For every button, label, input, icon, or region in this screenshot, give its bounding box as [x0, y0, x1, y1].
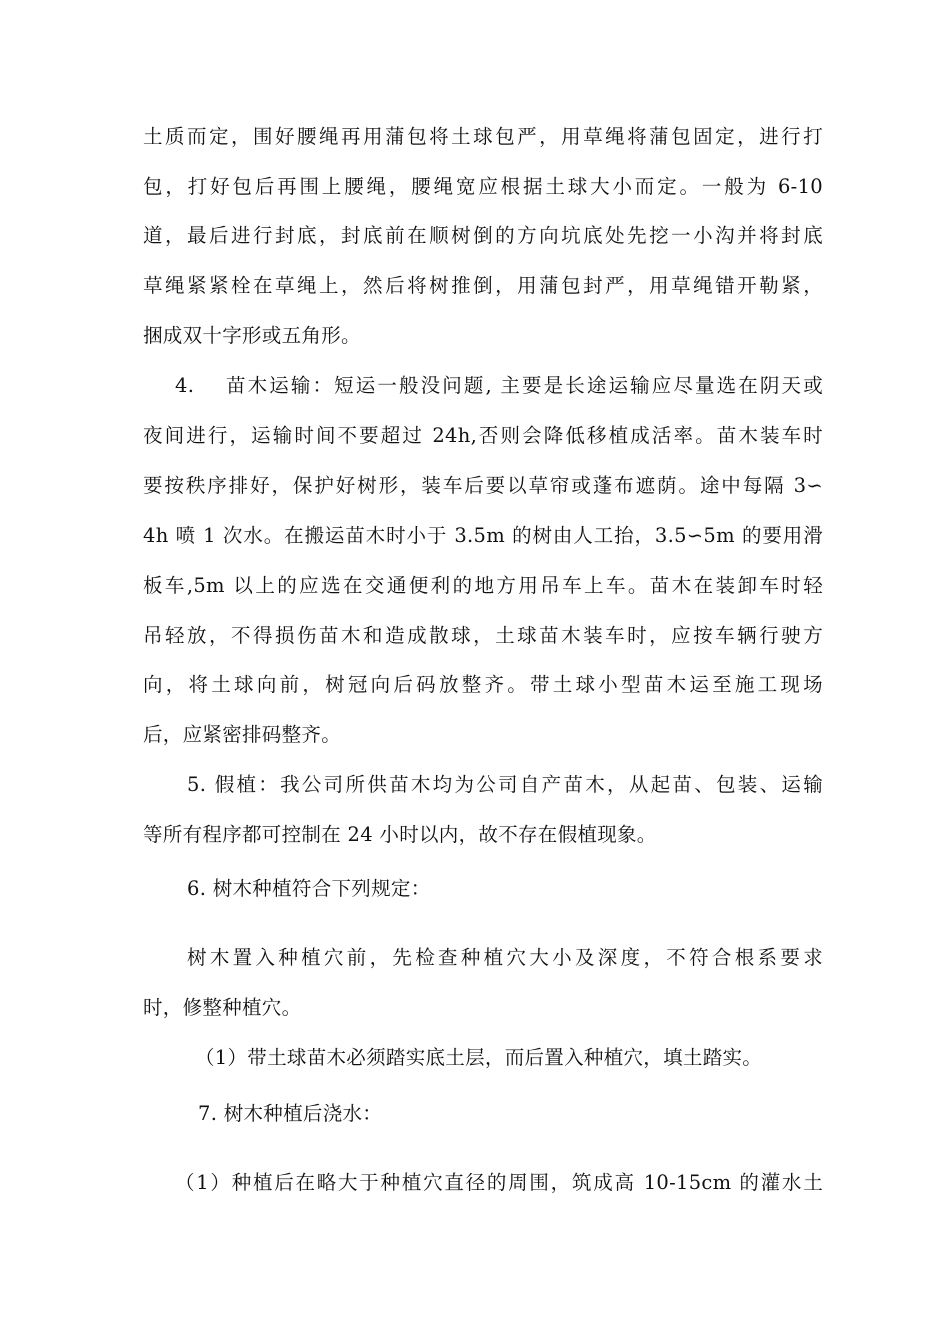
paragraph-line-8: 要按秩序排好，保护好树形，装车后要以草帘或蓬布遮荫。途中每隔 3∽ [143, 474, 823, 497]
paragraph-line-10: 板车,5m 以上的应选在交通便利的地方用吊车上车。苗木在装卸车时轻 [143, 574, 823, 597]
section-4-heading-line: 4. 苗木运输：短运一般没问题, 主要是长途运输应尽量选在阴天或 [175, 374, 823, 397]
paragraph-line-4: 草绳紧紧栓在草绳上，然后将树推倒，用蒲包封严，用草绳错开勒紧， [143, 274, 823, 297]
section-6-heading: 6. 树木种植符合下列规定： [187, 877, 431, 900]
section-5-heading-line: 5. 假植：我公司所供苗木均为公司自产苗木，从起苗、包装、运输 [187, 773, 823, 796]
paragraph-line-2: 包，打好包后再围上腰绳，腰绳宽应根据土球大小而定。一般为 6-10 [143, 175, 823, 198]
list-item-6-1: （1）带土球苗木必须踏实底土层，而后置入种植穴，填土踏实。 [195, 1046, 763, 1069]
paragraph-line-11: 吊轻放，不得损伤苗木和造成散球，土球苗木装车时，应按车辆行驶方 [143, 624, 823, 647]
paragraph-line-3: 道，最后进行封底，封底前在顺树倒的方向坑底处先挖一小沟并将封底 [143, 224, 823, 247]
paragraph-line-15: 等所有程序都可控制在 24 小时以内，故不存在假植现象。 [143, 823, 657, 846]
section-7-heading: 7. 树木种植后浇水： [198, 1102, 383, 1125]
paragraph-line-5: 捆成双十字形或五角形。 [143, 324, 361, 347]
paragraph-line-1: 土质而定，围好腰绳再用蒲包将土球包严，用草绳将蒲包固定，进行打 [143, 125, 823, 148]
paragraph-line-9: 4h 喷 1 次水。在搬运苗木时小于 3.5m 的树由人工抬，3.5∽5m 的要用滑 [143, 524, 823, 547]
paragraph-line-18: 时，修整种植穴。 [143, 996, 302, 1019]
list-item-7-1: （1）种植后在略大于种植穴直径的周围，筑成高 10-15cm 的灌水土 [175, 1171, 823, 1194]
paragraph-line-7: 夜间进行，运输时间不要超过 24h,否则会降低移植成活率。苗木装车时 [143, 424, 823, 447]
paragraph-line-13: 后，应紧密排码整齐。 [143, 723, 342, 746]
paragraph-line-17: 树木置入种植穴前，先检查种植穴大小及深度，不符合根系要求 [187, 946, 823, 969]
paragraph-line-12: 向，将土球向前，树冠向后码放整齐。带土球小型苗木运至施工现场 [143, 673, 823, 696]
